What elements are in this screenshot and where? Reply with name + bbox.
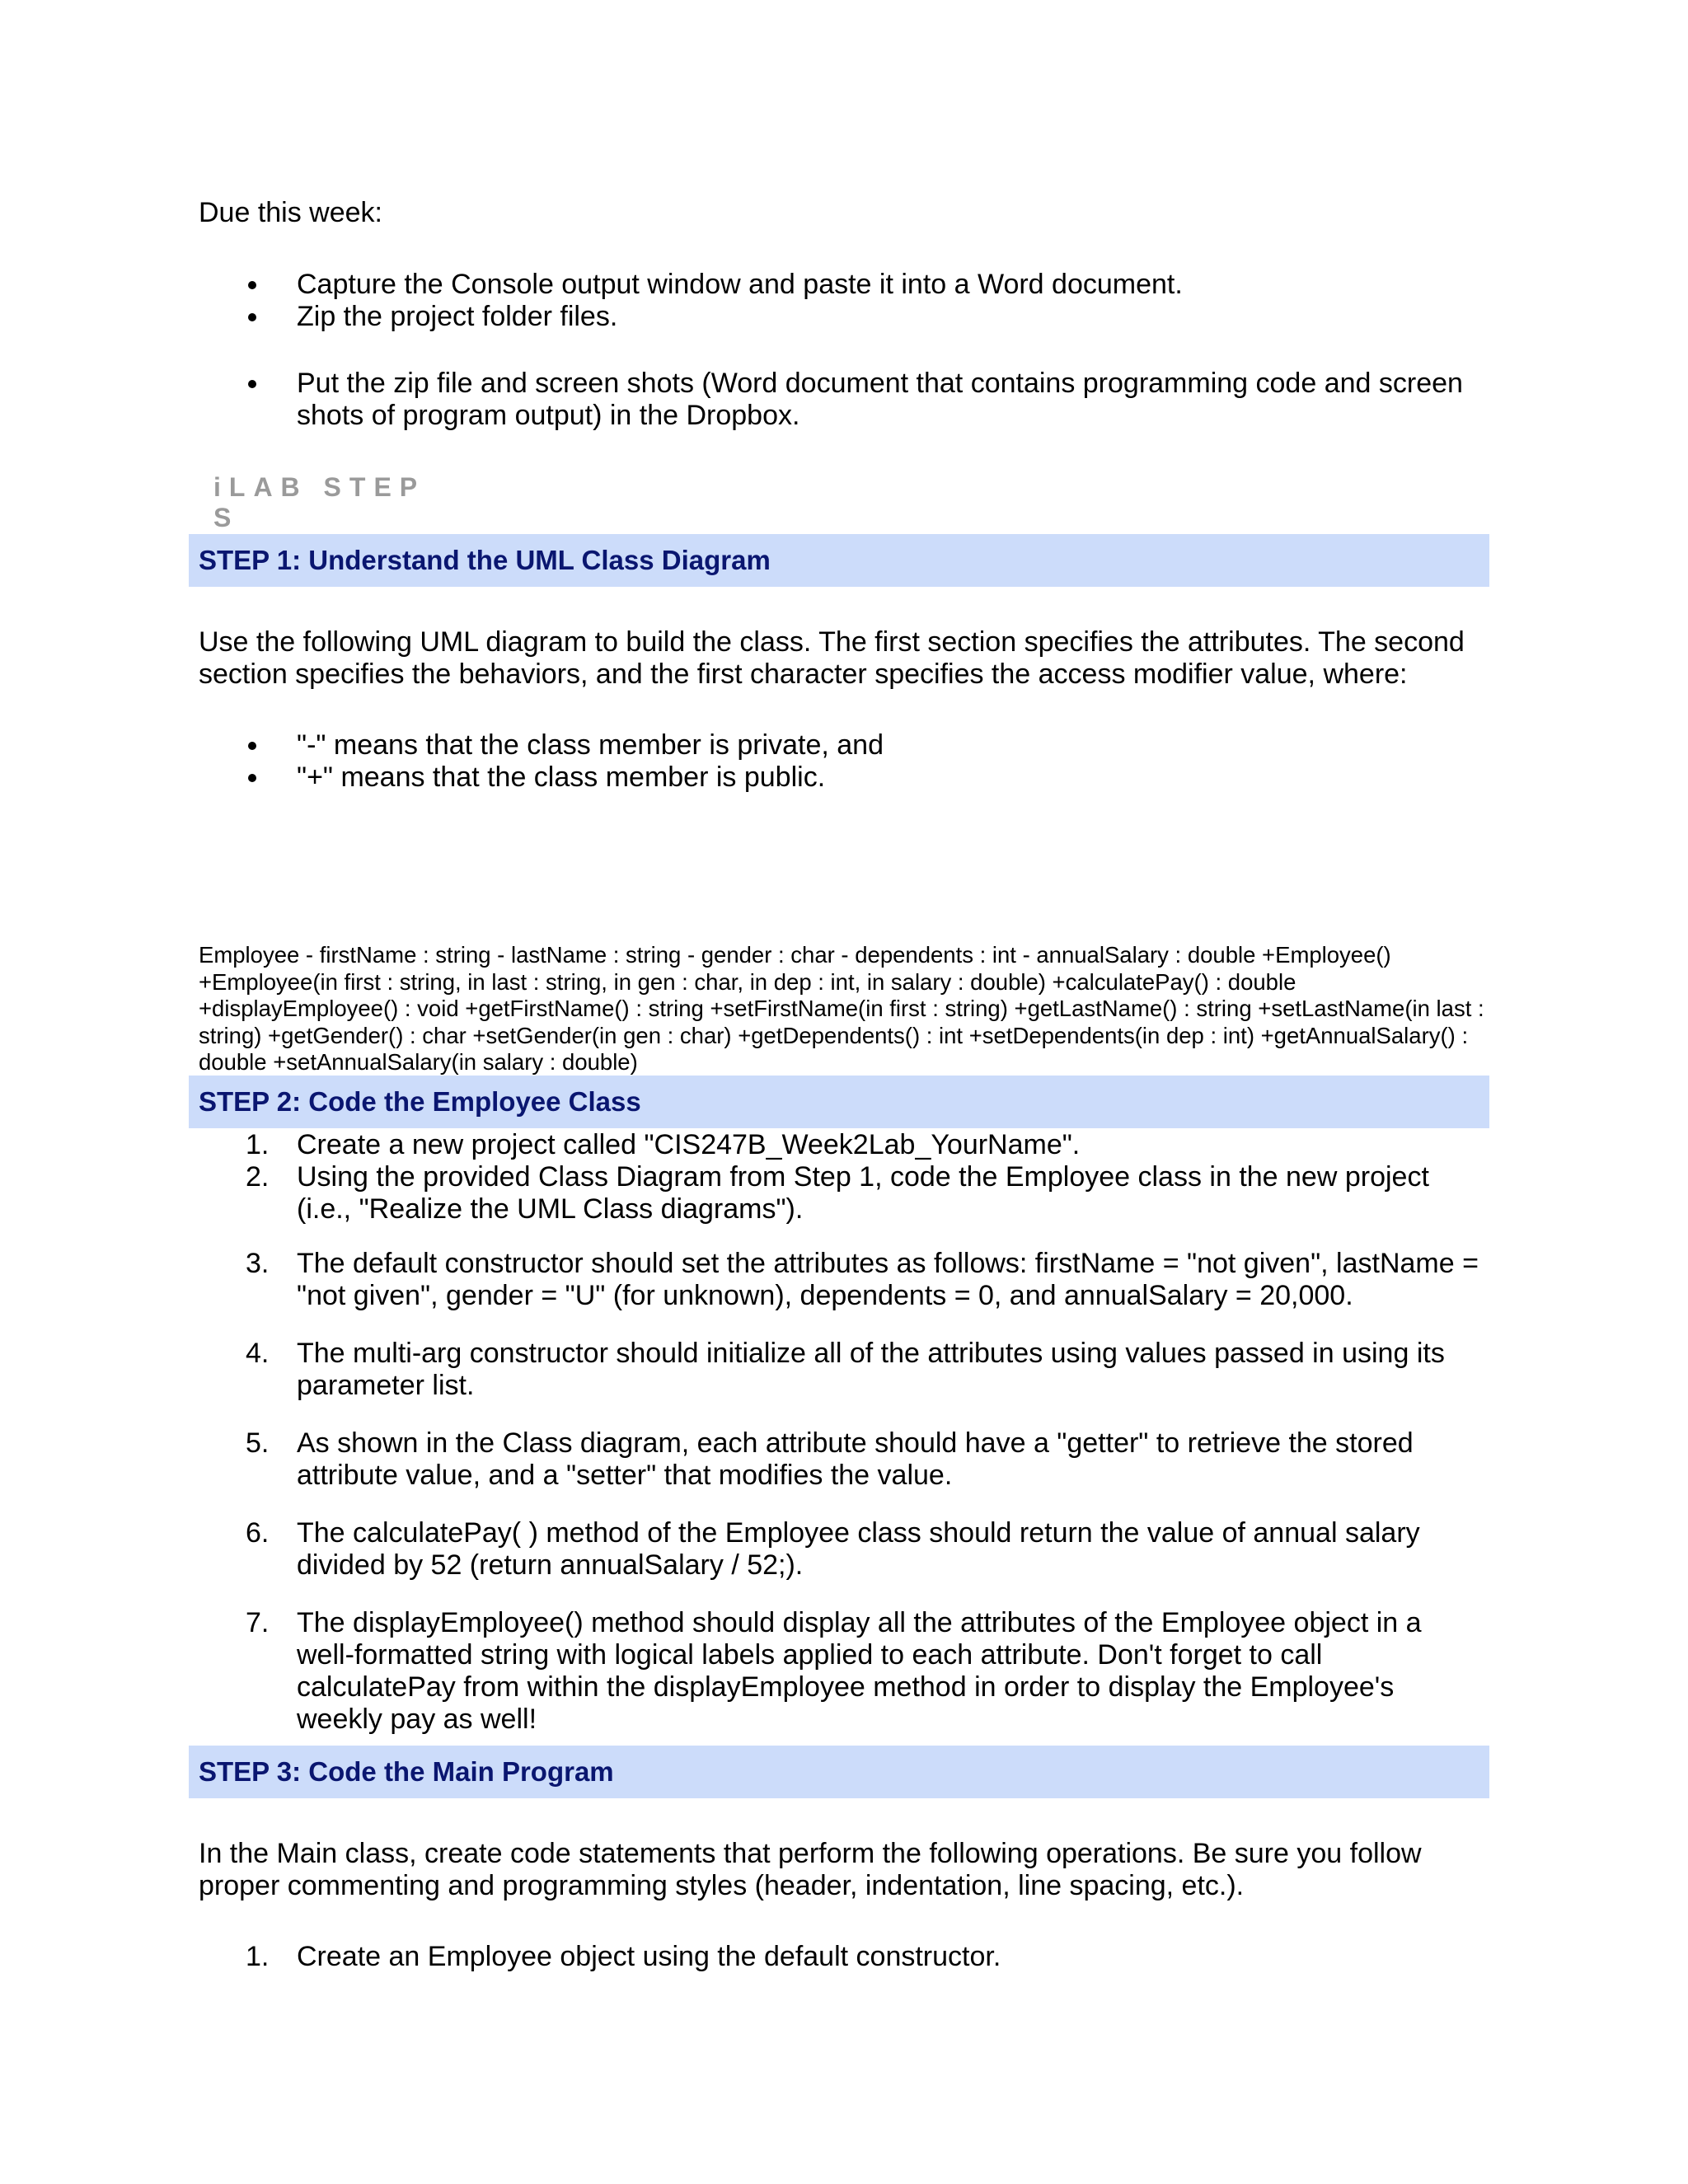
bullet-icon bbox=[248, 742, 256, 750]
item-text: The multi-arg constructor should initialize all of the attributes using values passed in using its parameter list. bbox=[297, 1338, 1445, 1401]
step1-title: STEP 1: Understand the UML Class Diagram bbox=[199, 545, 771, 575]
bullet-text: "+" means that the class member is public. bbox=[297, 762, 826, 793]
list-item bbox=[199, 1517, 1484, 1582]
step2-list-5 bbox=[199, 1427, 1484, 1492]
list-item bbox=[199, 368, 1484, 432]
step2-list-4 bbox=[199, 1338, 1484, 1402]
item-number: 5. bbox=[246, 1427, 270, 1459]
list-item bbox=[199, 1161, 1484, 1226]
bullet-text: Zip the project folder files. bbox=[297, 301, 618, 332]
item-text: The calculatePay( ) method of the Employee class should return the value of annual salary divided by 52 (return annualSalary / 52;). bbox=[297, 1517, 1420, 1581]
ilab-steps-heading: iLAB STEPS bbox=[213, 472, 426, 532]
step3-description: In the Main class, create code statements that perform the following operations. Be sure you follow proper commenting and programming styles (header, indentation, line spacing, etc.). bbox=[199, 1838, 1422, 1901]
list-item bbox=[199, 1338, 1484, 1402]
item-number: 1. bbox=[246, 1129, 270, 1160]
list-item bbox=[199, 729, 1484, 762]
bullet-text: "-" means that the class member is private, and bbox=[297, 729, 884, 761]
item-text: Create an Employee object using the default constructor. bbox=[297, 1941, 1001, 1972]
item-text: Create a new project called "CIS247B_Week2Lab_YourName". bbox=[297, 1129, 1081, 1160]
list-item bbox=[199, 762, 1484, 794]
uml-class-diagram-text: Employee - firstName : string - lastName : string - gender : char - dependents : int - annualSalary : double +Employee() +Employee(in first : string, in last : string, in gen : char, in dep : int, in salary : double) +calculatePay() : double +displayEmployee() : void +getFirstName() : string +setFirstName(in first : string) +getLastName() : string +setLastName(in last : string) +getGender() : char +setGender(in gen : char) +getDependents() : int +setDependents(in dep : int) +getAnnualSalary() : double +setAnnualSalary(in salary : double) bbox=[199, 942, 1484, 1076]
due-bullet-list-2 bbox=[199, 368, 1484, 432]
access-modifier-list bbox=[199, 729, 1484, 794]
item-number: 3. bbox=[246, 1248, 270, 1279]
bullet-icon bbox=[248, 313, 256, 321]
item-number: 6. bbox=[246, 1517, 270, 1549]
item-text: As shown in the Class diagram, each attribute should have a "getter" to retrieve the stored attribute value, and a "setter" that modifies the value. bbox=[297, 1427, 1414, 1491]
item-number: 2. bbox=[246, 1161, 270, 1193]
list-item bbox=[199, 1941, 1484, 1973]
list-item bbox=[199, 269, 1484, 301]
item-text: The displayEmployee() method should display all the attributes of the Employee object in a well-formatted string with logical labels applied to each attribute. Don't forget to call calculatePay from within the displayEmployee method in order to display the Employee's weekly pay as well! bbox=[297, 1607, 1422, 1735]
due-label: Due this week: bbox=[199, 197, 382, 228]
step3-header bbox=[189, 1746, 1489, 1798]
item-text: The default constructor should set the attributes as follows: firstName = "not given", lastName = "not given", gender = "U" (for unknown), dependents = 0, and annualSalary = 20,000. bbox=[297, 1248, 1479, 1311]
bullet-text: Capture the Console output window and paste it into a Word document. bbox=[297, 269, 1183, 300]
item-text: Using the provided Class Diagram from Step 1, code the Employee class in the new project (i.e., "Realize the UML Class diagrams"). bbox=[297, 1161, 1429, 1225]
step1-header bbox=[189, 534, 1489, 587]
step1-description: Use the following UML diagram to build the class. The first section specifies the attributes. The second section specifies the behaviors, and the first character specifies the access modifier value, where: bbox=[199, 626, 1465, 690]
bullet-icon bbox=[248, 380, 256, 388]
step2-header bbox=[189, 1076, 1489, 1128]
list-item bbox=[199, 1248, 1484, 1312]
item-number: 4. bbox=[246, 1338, 270, 1369]
step3-list bbox=[199, 1941, 1484, 1973]
list-item bbox=[199, 1129, 1484, 1161]
list-item bbox=[199, 301, 1484, 333]
step3-title: STEP 3: Code the Main Program bbox=[199, 1756, 614, 1787]
step2-list-6 bbox=[199, 1517, 1484, 1582]
bullet-icon bbox=[248, 281, 256, 289]
bullet-text: Put the zip file and screen shots (Word document that contains programming code and screen shots of program output) in the Dropbox. bbox=[297, 368, 1463, 431]
list-item bbox=[199, 1607, 1484, 1736]
item-number: 7. bbox=[246, 1607, 270, 1638]
step2-title: STEP 2: Code the Employee Class bbox=[199, 1086, 641, 1117]
step2-list-7 bbox=[199, 1607, 1484, 1736]
bullet-icon bbox=[248, 774, 256, 782]
list-item bbox=[199, 1427, 1484, 1492]
due-bullet-list bbox=[199, 269, 1484, 333]
step2-list-3 bbox=[199, 1248, 1484, 1312]
step2-list bbox=[199, 1129, 1484, 1226]
item-number: 1. bbox=[246, 1941, 270, 1972]
